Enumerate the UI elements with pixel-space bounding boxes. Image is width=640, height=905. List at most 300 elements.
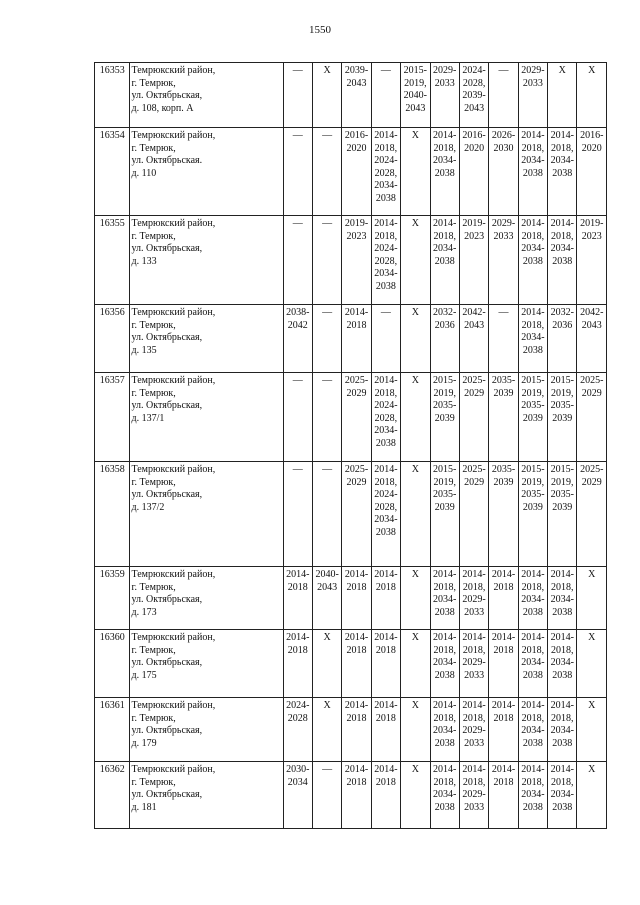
schedule-cell: [312, 762, 341, 829]
schedule-value: 2033: [464, 801, 485, 813]
schedule-value: 2038: [434, 167, 455, 179]
schedule-value: 2014-: [550, 764, 574, 775]
address-line: д. 173: [131, 606, 157, 618]
schedule-value: 2019,: [404, 77, 427, 89]
record-number: 16356: [95, 305, 130, 373]
address-line: г. Темрюк,: [131, 387, 176, 399]
schedule-value: 2018: [346, 319, 367, 331]
schedule-cell: [459, 567, 488, 630]
schedule-value: 2018,: [551, 644, 574, 656]
schedule-cell: [548, 63, 577, 128]
schedule-value: 2014-: [550, 700, 574, 711]
address-line: ул. Октябрьская,: [131, 725, 203, 736]
schedule-cell: [459, 462, 488, 567]
schedule-cell: [342, 373, 371, 462]
schedule-cell: [430, 63, 459, 128]
schedule-value: 2016-: [344, 130, 369, 141]
schedule-value: 2019-: [344, 218, 369, 229]
schedule-value: 2035-: [491, 464, 516, 475]
schedule-value: 2039: [434, 412, 455, 424]
schedule-value: 2042: [287, 319, 308, 331]
schedule-value: 2014-: [462, 700, 486, 711]
address-line: ул. Октябрьская,: [131, 400, 203, 411]
schedule-cell: [577, 373, 607, 462]
table-row: [95, 762, 607, 829]
table-row: [95, 63, 607, 128]
table-row: [95, 630, 607, 698]
address-line: д. 135: [131, 344, 157, 356]
schedule-cell: [489, 462, 518, 567]
table-row: [95, 373, 607, 462]
schedule-value: 2014-: [462, 764, 486, 775]
schedule-cell: [518, 305, 547, 373]
schedule-value: 2034-: [521, 789, 545, 800]
schedule-value: X: [323, 65, 331, 76]
schedule-value: —: [380, 65, 391, 76]
address-line: г. Темрюк,: [131, 319, 176, 331]
schedule-value: 2014-: [491, 764, 516, 775]
schedule-value: 2034-: [521, 725, 545, 736]
schedule-cell: [577, 630, 607, 698]
address-line: г. Темрюк,: [131, 776, 176, 788]
address-cell: [130, 698, 283, 762]
schedule-value: 2032-: [433, 307, 457, 318]
schedule-cell: [518, 373, 547, 462]
schedule-cell: [401, 630, 430, 698]
schedule-value: 2018,: [374, 230, 398, 242]
schedule-cell: [489, 216, 518, 305]
schedule-cell: [312, 567, 341, 630]
record-number: 16359: [95, 567, 130, 630]
schedule-value: 2038: [375, 526, 396, 538]
schedule-value: 2019-: [580, 218, 604, 229]
address-line: г. Темрюк,: [131, 476, 176, 488]
schedule-cell: [342, 462, 371, 567]
record-number: 16361: [95, 698, 130, 762]
table-row: [95, 128, 607, 216]
schedule-value: 2014-: [433, 700, 457, 711]
schedule-cell: [401, 216, 430, 305]
schedule-value: 2025-: [462, 375, 486, 386]
schedule-cell: [518, 128, 547, 216]
schedule-cell: [430, 305, 459, 373]
schedule-value: 2038: [375, 280, 396, 292]
schedule-value: 2014-: [550, 218, 574, 229]
schedule-cell: [459, 63, 488, 128]
schedule-value: 2018: [287, 581, 308, 593]
schedule-cell: [459, 630, 488, 698]
schedule-value: —: [322, 307, 333, 318]
schedule-value: 2018,: [551, 776, 574, 788]
address-line: г. Темрюк,: [131, 77, 176, 89]
schedule-value: 2014-: [433, 764, 457, 775]
schedule-value: 2018: [346, 581, 367, 593]
schedule-value: 2043: [464, 319, 485, 331]
schedule-value: 2034-: [550, 243, 574, 254]
schedule-value: 2014-: [491, 700, 516, 711]
schedule-value: 2034-: [521, 155, 545, 166]
schedule-cell: [283, 216, 312, 305]
schedule-value: 2038: [552, 669, 573, 681]
schedule-value: 2025-: [344, 464, 369, 475]
address-line: ул. Октябрьская,: [131, 489, 203, 500]
schedule-cell: [371, 305, 400, 373]
schedule-value: 2018,: [462, 644, 486, 656]
schedule-value: 2014-: [433, 632, 457, 643]
address-cell: [130, 373, 283, 462]
address-line: Темрюкский район,: [131, 464, 216, 475]
schedule-value: 2020: [346, 142, 367, 154]
schedule-value: 2024-: [374, 400, 398, 411]
schedule-cell: [371, 128, 400, 216]
schedule-value: 2018,: [551, 142, 574, 154]
schedule-cell: [401, 128, 430, 216]
schedule-value: 2038-: [286, 307, 310, 318]
schedule-cell: [548, 698, 577, 762]
schedule-value: 2035-: [433, 400, 457, 411]
schedule-value: 2043: [464, 102, 485, 114]
schedule-value: 2042-: [462, 307, 486, 318]
schedule-cell: [283, 128, 312, 216]
schedule-value: 2018: [493, 581, 514, 593]
schedule-value: 2018: [493, 644, 514, 656]
schedule-cell: [430, 462, 459, 567]
address-line: д. 137/1: [131, 412, 165, 424]
address-line: ул. Октябрьская,: [131, 90, 203, 101]
schedule-value: 2029-: [462, 789, 486, 800]
schedule-value: 2038: [434, 255, 455, 267]
schedule-value: 2019,: [521, 387, 545, 399]
schedule-value: 2024-: [374, 243, 398, 254]
schedule-cell: [342, 216, 371, 305]
address-line: г. Темрюк,: [131, 712, 176, 724]
schedule-value: 2015-: [433, 375, 457, 386]
schedule-value: 2029-: [462, 594, 486, 605]
schedule-value: 2018,: [462, 776, 486, 788]
schedule-cell: [548, 216, 577, 305]
table-body: [95, 63, 607, 829]
schedule-cell: [548, 762, 577, 829]
schedule-value: 2014-: [550, 130, 574, 141]
schedule-value: 2018,: [521, 712, 545, 724]
address-cell: [130, 63, 283, 128]
schedule-value: 2015-: [403, 65, 427, 76]
schedule-value: 2018: [375, 644, 396, 656]
schedule-value: 2019,: [433, 476, 456, 488]
schedule-value: 2034: [287, 776, 308, 788]
schedule-cell: [371, 698, 400, 762]
schedule-cell: [489, 305, 518, 373]
schedule-value: 2038: [552, 606, 573, 618]
address-line: ул. Октябрьская,: [131, 657, 203, 668]
schedule-value: —: [292, 218, 303, 229]
schedule-value: 2034-: [433, 657, 457, 668]
schedule-value: —: [322, 464, 333, 475]
schedule-value: 2016-: [462, 130, 486, 141]
address-line: ул. Октябрьская,: [131, 332, 203, 343]
schedule-value: 2034-: [433, 155, 457, 166]
schedule-cell: [401, 63, 430, 128]
schedule-value: 2038: [375, 437, 396, 449]
schedule-cell: [342, 762, 371, 829]
schedule-value: 2014-: [462, 569, 486, 580]
schedule-value: 2029-: [462, 657, 486, 668]
schedule-cell: [371, 373, 400, 462]
schedule-value: 2038: [522, 344, 543, 356]
schedule-value: 2034-: [433, 243, 457, 254]
schedule-value: 2014-: [344, 632, 369, 643]
schedule-cell: [342, 128, 371, 216]
schedule-cell: [459, 373, 488, 462]
schedule-cell: [518, 63, 547, 128]
schedule-value: 2034-: [521, 332, 545, 343]
schedule-value: 2039: [552, 412, 573, 424]
schedule-value: X: [411, 307, 419, 318]
schedule-value: 2025-: [580, 375, 604, 386]
schedule-value: 2043: [346, 77, 367, 89]
schedule-value: X: [411, 764, 419, 775]
address-line: Темрюкский район,: [131, 65, 216, 76]
schedule-value: 2014-: [550, 632, 574, 643]
schedule-value: 2034-: [374, 180, 398, 191]
address-line: ул. Октябрьская,: [131, 594, 203, 605]
schedule-cell: [312, 462, 341, 567]
schedule-cell: [312, 630, 341, 698]
schedule-value: 2030: [493, 142, 514, 154]
schedule-value: 2018,: [521, 776, 545, 788]
schedule-cell: [489, 630, 518, 698]
schedule-cell: [283, 698, 312, 762]
schedule-value: 2038: [522, 255, 543, 267]
schedule-value: 2038: [552, 737, 573, 749]
schedule-value: 2015-: [521, 464, 545, 475]
schedule-cell: [489, 128, 518, 216]
address-line: г. Темрюк,: [131, 142, 176, 154]
schedule-value: 2026-: [491, 130, 516, 141]
schedule-value: 2014-: [433, 218, 457, 229]
schedule-value: X: [588, 764, 596, 775]
schedule-cell: [577, 305, 607, 373]
schedule-value: —: [322, 130, 333, 141]
schedule-cell: [312, 305, 341, 373]
schedule-value: 2034-: [550, 725, 574, 736]
schedule-value: 2034-: [374, 425, 398, 436]
schedule-value: X: [588, 65, 596, 76]
schedule-value: 2018: [346, 776, 367, 788]
schedule-value: 2029: [346, 476, 367, 488]
schedule-value: 2029-: [491, 218, 516, 229]
schedule-value: 2028: [287, 712, 308, 724]
schedule-value: 2032-: [550, 307, 574, 318]
schedule-value: 2034-: [550, 657, 574, 668]
schedule-value: 2015-: [433, 464, 457, 475]
schedule-value: 2034-: [433, 594, 457, 605]
table-row: [95, 698, 607, 762]
schedule-value: 2018,: [433, 142, 456, 154]
schedule-cell: [548, 373, 577, 462]
schedule-value: 2019,: [521, 476, 545, 488]
schedule-value: 2018,: [374, 387, 398, 399]
schedule-value: 2018: [375, 712, 396, 724]
schedule-cell: [459, 216, 488, 305]
record-number: 16355: [95, 216, 130, 305]
schedule-value: 2014-: [521, 307, 545, 318]
schedule-value: 2018,: [433, 230, 456, 242]
schedule-value: 2039-: [344, 65, 369, 76]
address-cell: [130, 567, 283, 630]
record-number: 16360: [95, 630, 130, 698]
schedule-value: 2018,: [521, 142, 545, 154]
schedule-cell: [518, 216, 547, 305]
schedule-cell: [371, 63, 400, 128]
schedule-cell: [401, 698, 430, 762]
address-line: д. 110: [131, 167, 157, 179]
schedule-value: 2038: [552, 167, 573, 179]
schedule-value: 2023: [346, 230, 367, 242]
schedule-cell: [430, 762, 459, 829]
address-line: д. 175: [131, 669, 157, 681]
schedule-value: 2034-: [550, 155, 574, 166]
schedule-value: —: [292, 375, 303, 386]
schedule-value: 2034-: [550, 594, 574, 605]
schedule-cell: [283, 762, 312, 829]
schedule-cell: [312, 216, 341, 305]
schedule-value: 2023: [581, 230, 602, 242]
schedule-value: 2034-: [521, 594, 545, 605]
address-cell: [130, 128, 283, 216]
schedule-value: —: [292, 130, 303, 141]
page-number: 1550: [309, 24, 331, 36]
schedule-value: 2028,: [462, 77, 486, 89]
schedule-value: 2019,: [551, 387, 574, 399]
schedule-cell: [401, 567, 430, 630]
address-line: г. Темрюк,: [131, 230, 176, 242]
schedule-value: 2034-: [550, 789, 574, 800]
schedule-value: 2038: [552, 801, 573, 813]
address-cell: [130, 216, 283, 305]
schedule-cell: [430, 216, 459, 305]
schedule-value: 2028,: [374, 412, 398, 424]
schedule-cell: [489, 373, 518, 462]
record-number: 16362: [95, 762, 130, 829]
schedule-value: 2038: [522, 167, 543, 179]
schedule-value: 2014-: [286, 569, 310, 580]
schedule-value: 2033: [434, 77, 455, 89]
schedule-value: 2025-: [344, 375, 369, 386]
schedule-value: 2039: [522, 412, 543, 424]
schedule-value: 2025-: [580, 464, 604, 475]
schedule-value: 2029-: [433, 65, 457, 76]
address-line: г. Темрюк,: [131, 581, 176, 593]
schedule-value: 2035-: [491, 375, 516, 386]
schedule-value: 2029: [581, 476, 602, 488]
schedule-value: X: [411, 632, 419, 643]
address-line: ул. Октябрьская.: [131, 155, 203, 166]
schedule-value: 2014-: [462, 632, 486, 643]
schedule-value: X: [558, 65, 566, 76]
schedule-value: 2039: [522, 501, 543, 513]
schedule-cell: [459, 698, 488, 762]
address-line: ул. Октябрьская,: [131, 243, 203, 254]
schedule-cell: [401, 305, 430, 373]
table-row: [95, 216, 607, 305]
schedule-cell: [459, 762, 488, 829]
schedule-value: X: [411, 464, 419, 475]
schedule-value: X: [411, 375, 419, 386]
schedule-value: 2014-: [521, 218, 545, 229]
schedule-value: X: [411, 569, 419, 580]
schedule-value: 2035-: [521, 400, 545, 411]
address-line: д. 133: [131, 255, 157, 267]
schedule-value: 2018,: [521, 644, 545, 656]
schedule-value: 2014-: [521, 569, 545, 580]
schedule-value: 2014-: [374, 569, 398, 580]
record-number: 16357: [95, 373, 130, 462]
schedule-value: 2035-: [433, 489, 457, 500]
schedule-cell: [283, 567, 312, 630]
schedule-value: 2018,: [433, 712, 456, 724]
schedule-value: —: [380, 307, 391, 318]
schedule-value: 2028,: [374, 167, 398, 179]
schedule-value: 2024-: [462, 65, 486, 76]
schedule-value: 2038: [434, 606, 455, 618]
schedule-value: X: [588, 700, 596, 711]
schedule-value: 2019-: [462, 218, 486, 229]
schedule-value: 2014-: [344, 764, 369, 775]
schedule-cell: [342, 630, 371, 698]
schedule-value: 2038: [522, 606, 543, 618]
address-line: Темрюкский район,: [131, 569, 216, 580]
schedule-value: X: [411, 130, 419, 141]
schedule-value: 2038: [522, 737, 543, 749]
schedule-value: —: [498, 307, 509, 318]
schedule-value: 2019,: [433, 387, 456, 399]
schedule-value: 2018,: [521, 319, 545, 331]
schedule-value: 2033: [464, 606, 485, 618]
schedule-value: 2020: [464, 142, 485, 154]
schedule-cell: [371, 216, 400, 305]
schedule-value: 2018,: [551, 712, 574, 724]
schedule-cell: [283, 373, 312, 462]
schedule-cell: [489, 762, 518, 829]
schedule-cell: [371, 567, 400, 630]
schedule-value: 2014-: [374, 218, 398, 229]
schedule-value: 2025-: [462, 464, 486, 475]
schedule-cell: [548, 462, 577, 567]
schedule-value: 2018,: [521, 581, 545, 593]
schedule-value: 2018,: [433, 776, 456, 788]
address-line: д. 137/2: [131, 501, 165, 513]
record-number: 16358: [95, 462, 130, 567]
schedule-value: 2036: [552, 319, 573, 331]
schedule-value: X: [411, 218, 419, 229]
schedule-cell: [401, 762, 430, 829]
schedule-cell: [312, 698, 341, 762]
schedule-value: 2019,: [551, 476, 574, 488]
schedule-value: 2043: [581, 319, 602, 331]
schedule-value: 2028,: [374, 501, 398, 513]
address-line: д. 179: [131, 737, 157, 749]
schedule-value: 2030-: [286, 764, 310, 775]
schedule-value: 2018: [287, 644, 308, 656]
schedule-cell: [577, 63, 607, 128]
schedule-cell: [430, 373, 459, 462]
schedule-value: 2043: [405, 102, 426, 114]
schedule-value: 2018: [346, 644, 367, 656]
schedule-value: 2034-: [374, 514, 398, 525]
repair-schedule-table: [94, 62, 607, 829]
schedule-value: 2024-: [286, 700, 310, 711]
